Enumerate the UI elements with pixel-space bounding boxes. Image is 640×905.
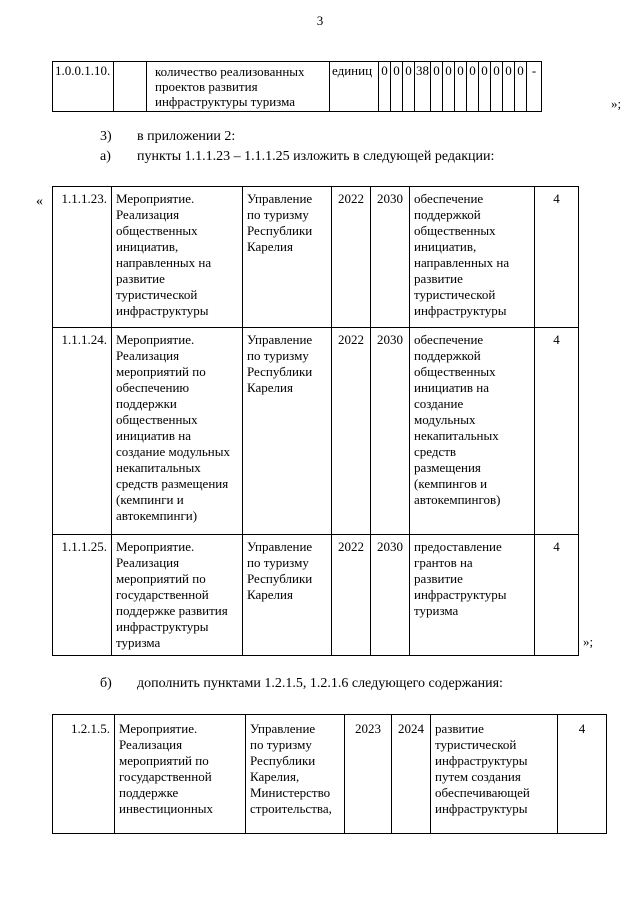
new-measures-table bbox=[52, 714, 607, 834]
row-code: 1.1.1.25. bbox=[53, 535, 112, 656]
text-line: Республики bbox=[247, 364, 313, 379]
text-line: по туризму bbox=[247, 348, 309, 363]
text-line: поддержке bbox=[119, 785, 179, 800]
text-line: Мероприятие. bbox=[116, 332, 195, 347]
text-line: поддержке развития bbox=[116, 603, 228, 618]
opening-quote: « bbox=[36, 194, 43, 209]
text-line: направленных на bbox=[414, 255, 510, 270]
value-cell: 0 bbox=[491, 62, 503, 112]
text-line: поддержкой bbox=[414, 207, 481, 222]
value-cell: 0 bbox=[379, 62, 391, 112]
indicator-ref: 4 bbox=[535, 187, 579, 328]
year-end: 2030 bbox=[371, 187, 410, 328]
year-end: 2030 bbox=[371, 328, 410, 535]
text-line: инфраструктуры bbox=[435, 801, 528, 816]
measure-name bbox=[112, 187, 243, 328]
text-line: инфраструктуры bbox=[414, 303, 507, 318]
text-line: государственной bbox=[119, 769, 212, 784]
responsible-org bbox=[243, 187, 332, 328]
text-line: автокемпингов) bbox=[414, 492, 501, 507]
text-line: инициатив, bbox=[116, 239, 179, 254]
text-line: развитие bbox=[435, 721, 484, 736]
text-line: Управление bbox=[247, 539, 313, 554]
text-line: Управление bbox=[247, 332, 313, 347]
item-number: 3) bbox=[100, 129, 112, 144]
value-cell: 0 bbox=[503, 62, 515, 112]
closing-quote: »; bbox=[611, 96, 622, 111]
text-line: Карелия bbox=[247, 587, 293, 602]
text-line: создание модульных bbox=[116, 444, 230, 459]
expected-result bbox=[410, 328, 535, 535]
text-line: развитие bbox=[414, 571, 463, 586]
text-line: средств bbox=[414, 444, 457, 459]
text-line: модульных bbox=[414, 412, 476, 427]
text-line: Карелия bbox=[247, 239, 293, 254]
text-line: инициатив на bbox=[116, 428, 191, 443]
indicator-ref: 4 bbox=[535, 535, 579, 656]
responsible-org bbox=[243, 328, 332, 535]
text-line: поддержкой bbox=[414, 348, 481, 363]
item-text-a: пункты 1.1.1.23 – 1.1.1.25 изложить в следующей редакции: bbox=[137, 149, 495, 164]
value-cell: 0 bbox=[403, 62, 415, 112]
text-line: проектов развития bbox=[155, 79, 258, 94]
text-line: Мероприятие. bbox=[119, 721, 198, 736]
value-cell: 0 bbox=[431, 62, 443, 112]
text-line: Реализация bbox=[116, 207, 180, 222]
expected-result bbox=[410, 535, 535, 656]
value-cell: 0 bbox=[391, 62, 403, 112]
text-line: Управление bbox=[250, 721, 316, 736]
text-line: инфраструктуры bbox=[116, 303, 209, 318]
text-line: автокемпинги) bbox=[116, 508, 198, 523]
value-cell: - bbox=[527, 62, 542, 112]
text-line: некапитальных bbox=[414, 428, 499, 443]
text-line: Мероприятие. bbox=[116, 539, 195, 554]
value-cell: 0 bbox=[479, 62, 491, 112]
text-line: Республики bbox=[250, 753, 316, 768]
row-code: 1.2.1.5. bbox=[53, 715, 115, 834]
measure-name bbox=[112, 328, 243, 535]
text-line: общественных bbox=[116, 412, 198, 427]
text-line: инфраструктуры bbox=[116, 619, 209, 634]
item-number-b: б) bbox=[100, 676, 112, 691]
text-line: (кемпингов и bbox=[414, 476, 488, 491]
text-line: инфраструктуры туризма bbox=[155, 94, 296, 109]
text-line: Реализация bbox=[116, 348, 180, 363]
text-line: инвестиционных bbox=[119, 801, 214, 816]
item-text: в приложении 2: bbox=[137, 129, 236, 144]
value-cell: 0 bbox=[443, 62, 455, 112]
value-cell: 0 bbox=[455, 62, 467, 112]
responsible-org bbox=[246, 715, 345, 834]
indicator-ref: 4 bbox=[535, 328, 579, 535]
text-line: Реализация bbox=[119, 737, 183, 752]
expected-result bbox=[431, 715, 558, 834]
text-line: поддержки bbox=[116, 396, 177, 411]
text-line: инфраструктуры bbox=[435, 753, 528, 768]
text-line: по туризму bbox=[247, 207, 309, 222]
text-line: общественных bbox=[414, 223, 496, 238]
text-line: грантов на bbox=[414, 555, 473, 570]
indicator-ref: 4 bbox=[558, 715, 607, 834]
text-line: мероприятий по bbox=[119, 753, 209, 768]
text-line: средств размещения bbox=[116, 476, 229, 491]
text-line: Министерство bbox=[250, 785, 331, 800]
text-line: размещения bbox=[414, 460, 481, 475]
item-text-b: дополнить пунктами 1.2.1.5, 1.2.1.6 следующего содержания: bbox=[137, 676, 503, 691]
text-line: обеспечивающей bbox=[435, 785, 530, 800]
table-row bbox=[53, 715, 607, 834]
table-row bbox=[53, 535, 579, 656]
text-line: туристической bbox=[435, 737, 517, 752]
list-item-3 bbox=[100, 129, 112, 145]
text-line: туризма bbox=[116, 635, 161, 650]
text-line: Республики bbox=[247, 571, 313, 586]
text-line: Реализация bbox=[116, 555, 180, 570]
text-line: туристической bbox=[116, 287, 198, 302]
value-cell: 0 bbox=[515, 62, 527, 112]
text-line: обеспечению bbox=[116, 380, 190, 395]
text-line: предоставление bbox=[414, 539, 502, 554]
table-row bbox=[53, 328, 579, 535]
indicator-name bbox=[147, 62, 330, 112]
text-line: Карелия, bbox=[250, 769, 300, 784]
row-code: 1.1.1.24. bbox=[53, 328, 112, 535]
text-line: по туризму bbox=[250, 737, 312, 752]
text-line: развитие bbox=[116, 271, 165, 286]
year-start: 2022 bbox=[332, 187, 371, 328]
year-start: 2022 bbox=[332, 328, 371, 535]
value-cell: 38 bbox=[415, 62, 431, 112]
value-cell: 0 bbox=[467, 62, 479, 112]
text-line: направленных на bbox=[116, 255, 212, 270]
text-line: строительства, bbox=[250, 801, 332, 816]
text-line: государственной bbox=[116, 587, 209, 602]
text-line: туристической bbox=[414, 287, 496, 302]
text-line: Управление bbox=[247, 191, 313, 206]
table-row bbox=[53, 187, 579, 328]
indicator-table bbox=[52, 61, 542, 112]
text-line: количество реализованных bbox=[155, 64, 305, 79]
measure-name bbox=[112, 535, 243, 656]
text-line: мероприятий по bbox=[116, 571, 206, 586]
text-line: Мероприятие. bbox=[116, 191, 195, 206]
text-line: развитие bbox=[414, 271, 463, 286]
year-end: 2030 bbox=[371, 535, 410, 656]
text-line: путем создания bbox=[435, 769, 521, 784]
text-line: инфраструктуры bbox=[414, 587, 507, 602]
text-line: обеспечение bbox=[414, 332, 484, 347]
year-end: 2024 bbox=[392, 715, 431, 834]
text-line: Республики bbox=[247, 223, 313, 238]
expected-result bbox=[410, 187, 535, 328]
measures-table bbox=[52, 186, 579, 656]
text-line: мероприятий по bbox=[116, 364, 206, 379]
text-line: общественных bbox=[414, 364, 496, 379]
year-start: 2022 bbox=[332, 535, 371, 656]
responsible-org bbox=[243, 535, 332, 656]
text-line: некапитальных bbox=[116, 460, 201, 475]
text-line: инициатив, bbox=[414, 239, 477, 254]
text-line: туризма bbox=[414, 603, 459, 618]
table-row bbox=[53, 62, 542, 112]
text-line: инициатив на bbox=[414, 380, 489, 395]
empty-cell bbox=[114, 62, 147, 112]
text-line: по туризму bbox=[247, 555, 309, 570]
text-line: Карелия bbox=[247, 380, 293, 395]
text-line: (кемпинги и bbox=[116, 492, 184, 507]
text-line: создание bbox=[414, 396, 464, 411]
measure-name bbox=[115, 715, 246, 834]
row-code: 1.1.1.23. bbox=[53, 187, 112, 328]
page-number: 3 bbox=[316, 13, 324, 28]
item-number-a: а) bbox=[100, 149, 111, 164]
closing-quote: »; bbox=[583, 634, 594, 649]
text-line: общественных bbox=[116, 223, 198, 238]
text-line: обеспечение bbox=[414, 191, 484, 206]
unit-cell: единиц bbox=[330, 62, 379, 112]
year-start: 2023 bbox=[345, 715, 392, 834]
row-code: 1.0.0.1.10. bbox=[53, 62, 114, 112]
